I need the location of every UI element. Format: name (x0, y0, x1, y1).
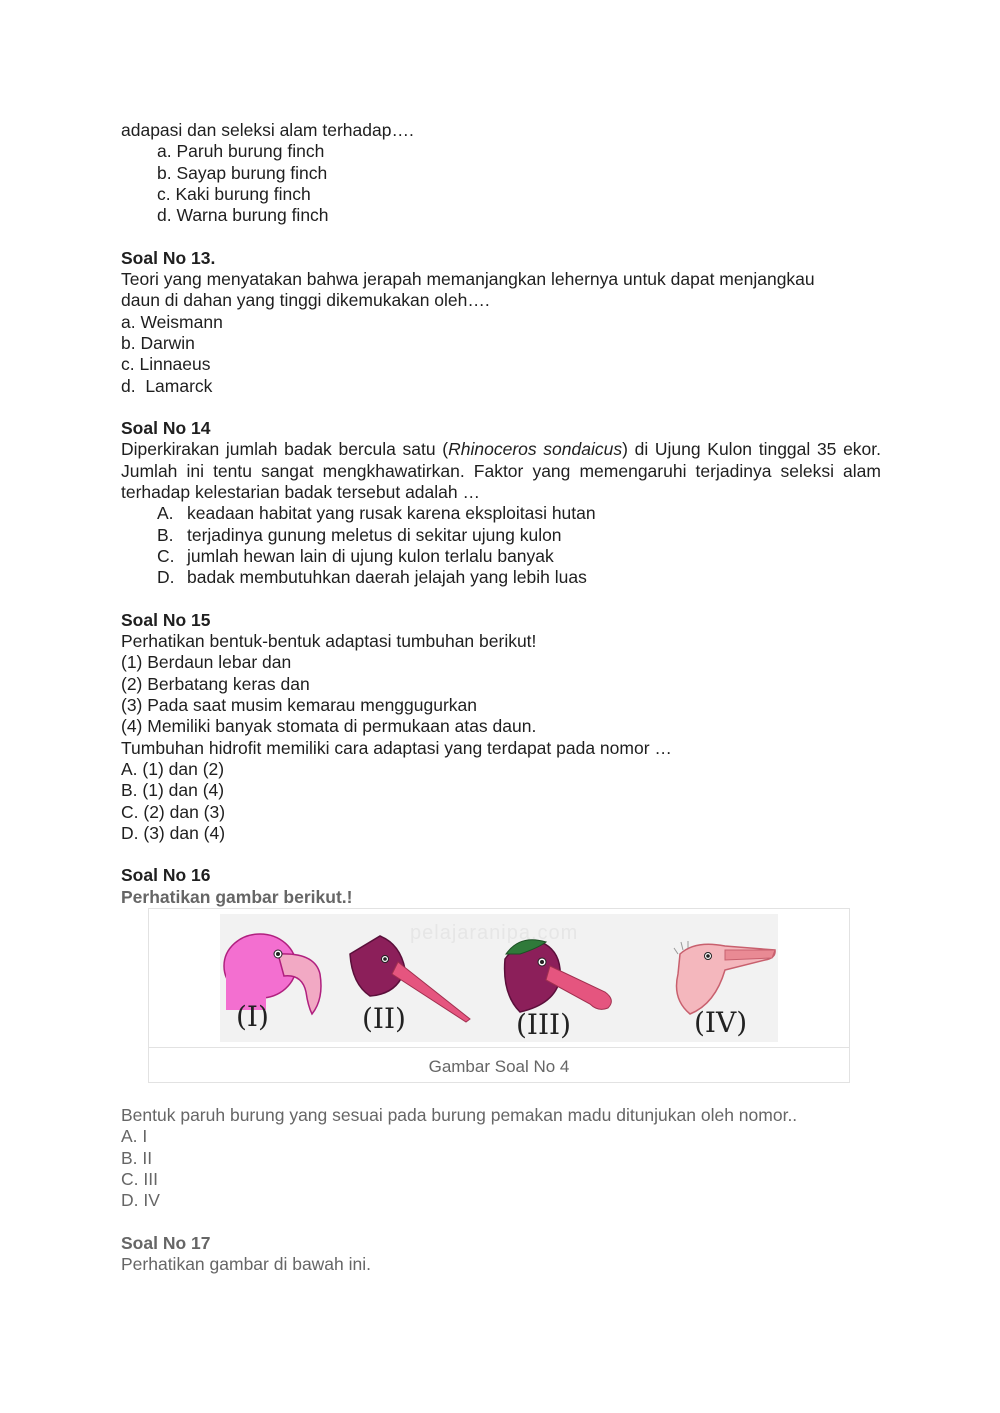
q17-title: Soal No 17 (121, 1232, 211, 1253)
option-letter: B. (157, 524, 174, 545)
option-text: badak membutuhkan daerah jelajah yang lebih luas (187, 567, 587, 588)
q16-option-b: B. II (121, 1147, 153, 1168)
label-i: (I) (236, 1000, 269, 1033)
q12-option-a: a. Paruh burung finch (157, 141, 325, 162)
option-letter: C. (157, 545, 175, 566)
label-ii: (II) (362, 1002, 406, 1035)
q13-stem-line-1: Teori yang menyatakan bahwa jerapah memanjangkan lehernya untuk dapat menjangkau (121, 269, 815, 290)
q15-item-1: (1) Berdaun lebar dan (121, 652, 292, 673)
q16-option-a: A. I (121, 1126, 148, 1147)
label-iv: (IV) (694, 1006, 748, 1039)
q13-title: Soal No 13. (121, 247, 216, 268)
q14-species-name: Rhinoceros sondaicus (448, 439, 623, 460)
q16-option-c: C. III (121, 1168, 158, 1189)
q14-title: Soal No 14 (121, 418, 211, 439)
q13-stem-line-2: daun di dahan yang tinggi dikemukakan oleh…. (121, 290, 490, 311)
q12-option-c: c. Kaki burung finch (157, 183, 311, 204)
option-text: jumlah hewan lain di ujung kulon terlalu banyak (187, 545, 554, 566)
worksheet-page (121, 120, 881, 908)
q15-option-d: D. (3) dan (4) (121, 822, 226, 843)
option-text: terjadinya gunung meletus di sekitar ujung kulon (187, 524, 562, 545)
q16-q17-block (121, 1105, 881, 1275)
q15-option-b: B. (1) dan (4) (121, 780, 225, 801)
q16-question: Bentuk paruh burung yang sesuai pada burung pemakan madu ditunjukan oleh nomor.. (121, 1105, 798, 1125)
pelican-head-icon (674, 941, 775, 1014)
spoonbill-head-icon (505, 940, 612, 1012)
label-iii: (III) (516, 1008, 572, 1041)
q12-stem: adapasi dan seleksi alam terhadap…. (121, 120, 414, 140)
q14-option-d (121, 567, 881, 588)
q13-option-a: a. Weismann (121, 311, 223, 332)
q14-stem-post: ) di Ujung Kulon tinggal 35 ekor. Jumlah ini tentu sangat mengkhawatirkan. Faktor yang memengaruhi terjadinya seleksi alam terhadap kelestarian badak tersebut adalah … (121, 439, 882, 503)
q12-option-b: b. Sayap burung finch (157, 162, 328, 183)
q15-item-2: (2) Berbatang keras dan (121, 673, 310, 694)
q16-option-d: D. IV (121, 1190, 160, 1211)
watermark: pelajaranipa.com (410, 922, 579, 944)
option-text: keadaan habitat yang rusak karena eksploitasi hutan (187, 503, 596, 524)
q17-intro: Perhatikan gambar di bawah ini. (121, 1254, 372, 1275)
beak-illustration (220, 914, 778, 1042)
caption-divider (149, 1047, 849, 1048)
q16-figure (148, 908, 850, 1083)
q14-stem (121, 439, 881, 503)
q15-title: Soal No 15 (121, 609, 211, 630)
option-letter: D. (157, 567, 175, 588)
q14-option-a (121, 503, 881, 524)
q15-item-3: (3) Pada saat musim kemarau menggugurkan (121, 695, 478, 716)
q13-option-d: d. Lamarck (121, 375, 213, 396)
q12-option-d: d. Warna burung finch (157, 205, 329, 226)
option-letter: A. (157, 503, 174, 524)
q15-option-a: A. (1) dan (2) (121, 758, 225, 779)
q16-intro: Perhatikan gambar berikut.! (121, 886, 353, 907)
q14-option-c (121, 546, 881, 567)
figure-caption: Gambar Soal No 4 (428, 1057, 570, 1076)
q13-option-b: b. Darwin (121, 332, 195, 353)
q13-option-c: c. Linnaeus (121, 354, 211, 375)
q15-question: Tumbuhan hidrofit memiliki cara adaptasi yang terdapat pada nomor … (121, 737, 672, 758)
q15-option-c: C. (2) dan (3) (121, 801, 226, 822)
q15-intro: Perhatikan bentuk-bentuk adaptasi tumbuhan berikut! (121, 631, 537, 652)
q16-title: Soal No 16 (121, 865, 211, 886)
q15-item-4: (4) Memiliki banyak stomata di permukaan atas daun. (121, 716, 537, 737)
q14-stem-pre: Diperkirakan jumlah badak bercula satu ( (121, 439, 449, 460)
q14-option-b (121, 525, 881, 546)
